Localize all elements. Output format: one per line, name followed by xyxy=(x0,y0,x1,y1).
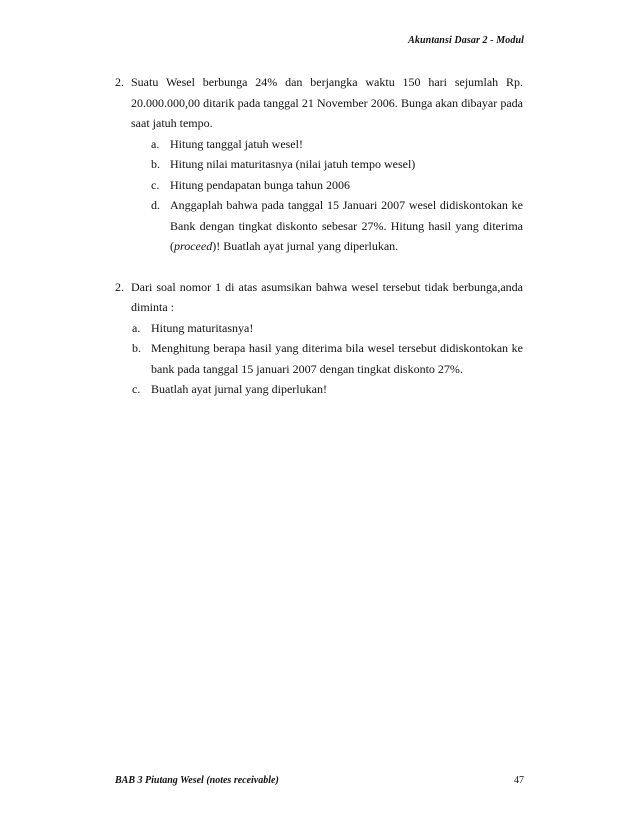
italic-term: proceed xyxy=(174,239,213,253)
question-item-a xyxy=(132,318,523,339)
item-text-line: bank pada tanggal 15 januari 2007 dengan tingkat diskonto 27%. xyxy=(151,361,463,376)
item-label: a. xyxy=(132,320,141,335)
question-2 xyxy=(115,277,523,400)
item-text-line: Bank dengan tingkat diskonto sebesar 27%. Hitung hasil yang diterima xyxy=(170,218,523,233)
item-text: Hitung nilai maturitasnya (nilai jatuh tempo wesel) xyxy=(170,157,416,171)
question-item-b xyxy=(151,154,523,175)
item-text: Buatlah ayat jurnal yang diperlukan! xyxy=(151,382,327,396)
page-number: 47 xyxy=(514,775,524,786)
item-text-line: Menghitung berapa hasil yang diterima bila wesel tersebut didiskontokan ke xyxy=(151,341,523,355)
question-item-c xyxy=(151,175,523,196)
chapter-title: BAB 3 Piutang Wesel (notes receivable) xyxy=(115,775,279,786)
question-text-line: diminta : xyxy=(131,300,174,314)
item-text-line: Anggaplah bahwa pada tanggal 15 Januari 2007 wesel didiskontokan ke xyxy=(170,198,523,212)
question-item-a xyxy=(151,134,523,155)
item-label: b. xyxy=(132,341,141,355)
running-header: Akuntansi Dasar 2 - Modul xyxy=(408,35,524,46)
item-text: Hitung pendapatan bunga tahun 2006 xyxy=(170,177,350,192)
document-body xyxy=(115,72,523,420)
item-label: a. xyxy=(151,136,160,151)
question-text xyxy=(131,277,523,318)
item-label: d. xyxy=(151,198,160,212)
question-text-line: saat jatuh tempo. xyxy=(131,116,213,130)
question-item-b xyxy=(132,338,523,379)
item-label: b. xyxy=(151,157,160,171)
item-text: Hitung tanggal jatuh wesel! xyxy=(170,136,303,151)
item-text-line xyxy=(170,236,523,257)
question-text-line: 20.000.000,00 ditarik pada tanggal 21 November 2006. Bunga akan dibayar pada xyxy=(131,95,523,110)
item-text-rest: )! Buatlah ayat jurnal yang diperlukan. xyxy=(212,239,399,253)
question-text xyxy=(131,72,523,134)
question-1 xyxy=(115,72,523,257)
item-text: Hitung maturitasnya! xyxy=(151,320,254,335)
question-item-d xyxy=(151,195,523,257)
item-label: c. xyxy=(151,177,160,192)
question-number: 2. xyxy=(115,75,124,89)
item-label: c. xyxy=(132,382,141,396)
question-text-line: Dari soal nomor 1 di atas asumsikan bahwa wesel tersebut tidak berbunga,anda xyxy=(131,279,523,294)
question-item-c xyxy=(132,379,523,400)
open-paren: ( xyxy=(170,239,174,253)
question-text-line: Suatu Wesel berbunga 24% dan berjangka waktu 150 hari sejumlah Rp. xyxy=(131,75,523,89)
question-number: 2. xyxy=(115,279,124,294)
